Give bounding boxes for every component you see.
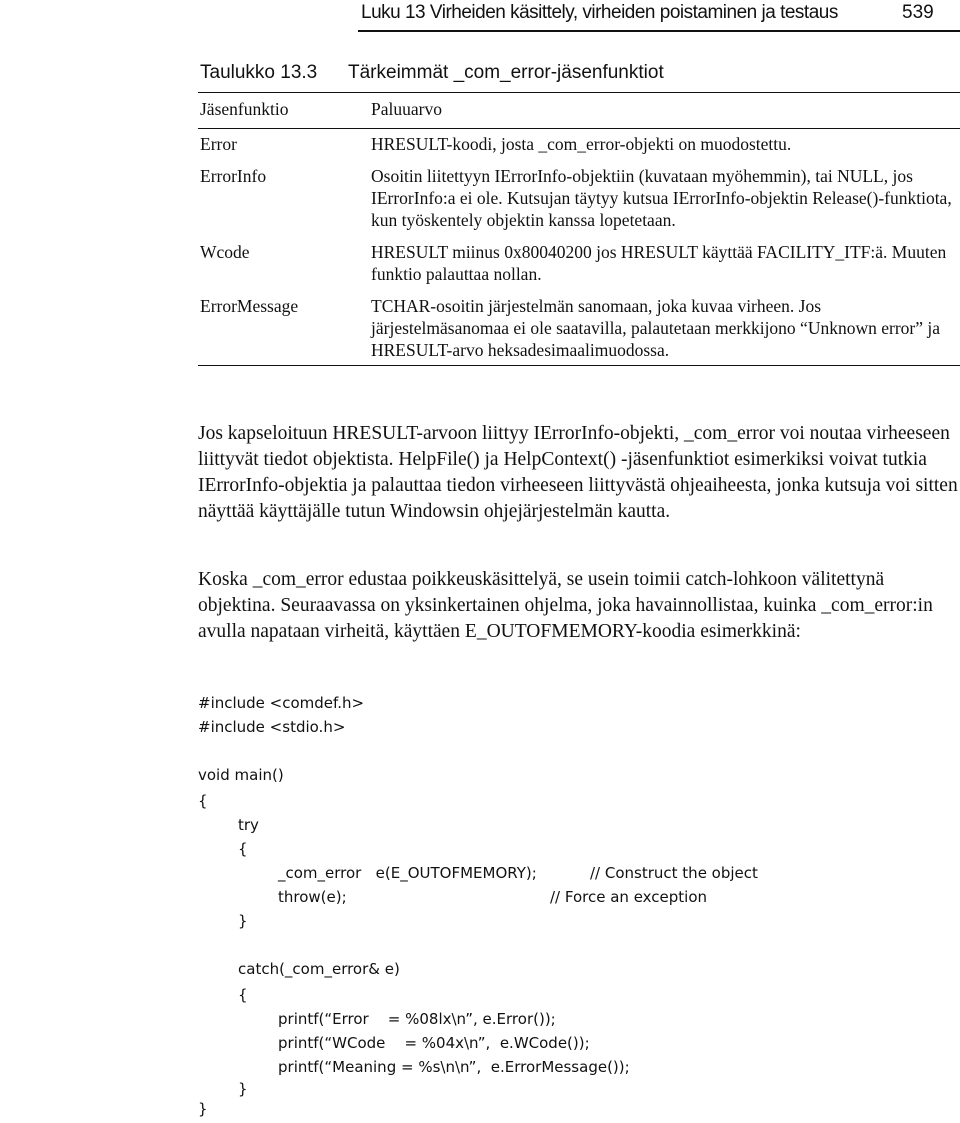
code-line: }	[238, 912, 248, 930]
code-line: catch(_com_error& e)	[238, 960, 400, 978]
member-name: ErrorMessage	[198, 285, 371, 366]
member-name: ErrorInfo	[200, 166, 267, 186]
page-number: 539	[902, 2, 934, 23]
table-row	[198, 155, 960, 231]
table-row	[198, 285, 960, 366]
code-line: #include <comdef.h>	[198, 694, 365, 712]
table-caption-label: Taulukko 13.3	[200, 62, 318, 83]
body-paragraph: Jos kapseloituun HRESULT-arvoon liittyy IErrorInfo-objekti, _com_error voi noutaa virheeseen liittyvät tiedot objektista. HelpFile() ja HelpContext() -jäsenfunktiot esimerkiksi voivat tutkia IErrorInfo-objektia ja palauttaa tiedon virheeseen liittyvästä ohjeaiheesta, jonka kutsuja voi sitten näyttää käyttäjälle tutun Windowsin ohjejärjestelmän kautta.	[198, 423, 958, 522]
code-line: }	[198, 1100, 208, 1118]
code-line: {	[238, 840, 248, 858]
code-line: {	[238, 986, 248, 1004]
code-line: }	[238, 1080, 248, 1098]
running-header-title: Luku 13 Virheiden käsittely, virheiden poistaminen ja testaus	[361, 2, 838, 23]
code-line: throw(e);	[278, 888, 347, 906]
member-description: HRESULT-koodi, josta _com_error-objekti on muodostettu.	[371, 134, 792, 154]
column-header-return: Paluuarvo	[371, 93, 960, 129]
code-line: {	[198, 792, 208, 810]
header-rule	[358, 30, 960, 32]
code-comment: // Force an exception	[550, 888, 708, 906]
table-header-row	[198, 93, 960, 129]
member-description: HRESULT miinus 0x80040200 jos HRESULT käyttää FACILITY_ITF:ä. Muuten funktio palauttaa nollan.	[371, 242, 947, 284]
member-name: Wcode	[200, 242, 250, 262]
member-description: TCHAR-osoitin järjestelmän sanomaan, joka kuvaa virheen. Jos järjestelmäsanomaa ei ole saatavilla, palautetaan merkkijono “Unknown error” ja HRESULT-arvo heksadesimaalimuodossa.	[371, 285, 960, 366]
code-line: printf(“WCode = %04x\n”, e.WCode());	[278, 1034, 590, 1052]
table-row	[198, 231, 960, 285]
body-paragraph: Koska _com_error edustaa poikkeuskäsittelyä, se usein toimii catch-lohkoon välitettynä objektina. Seuraavassa on yksinkertainen ohjelma, joka havainnollistaa, kuinka _com_error:in avulla napataan virheitä, käyttäen E_OUTOFMEMORY-koodia esimerkkinä:	[198, 569, 933, 642]
code-line: _com_error e(E_OUTOFMEMORY);	[278, 864, 537, 882]
code-line: void main()	[198, 766, 284, 784]
code-line: #include <stdio.h>	[198, 718, 346, 736]
code-line: printf(“Meaning = %s\n\n”, e.ErrorMessage());	[278, 1058, 630, 1076]
code-line: try	[238, 816, 259, 834]
table-caption-title: Tärkeimmät _com_error-jäsenfunktiot	[348, 62, 664, 83]
column-header-member: Jäsenfunktio	[198, 93, 371, 129]
member-name: Error	[200, 134, 237, 154]
code-comment: // Construct the object	[590, 864, 758, 882]
member-functions-table	[198, 92, 960, 366]
table-caption	[200, 62, 960, 84]
code-line: printf(“Error = %08lx\n”, e.Error());	[278, 1010, 556, 1028]
table-row	[198, 129, 960, 156]
member-description: Osoitin liitettyyn IErrorInfo-objektiin (kuvataan myöhemmin), tai NULL, jos IErrorInfo:a ei ole. Kutsujan täytyy kutsua IErrorInfo-objektin Release()-funktiota, kun työskentely objektin kanssa lopetetaan.	[371, 166, 952, 230]
